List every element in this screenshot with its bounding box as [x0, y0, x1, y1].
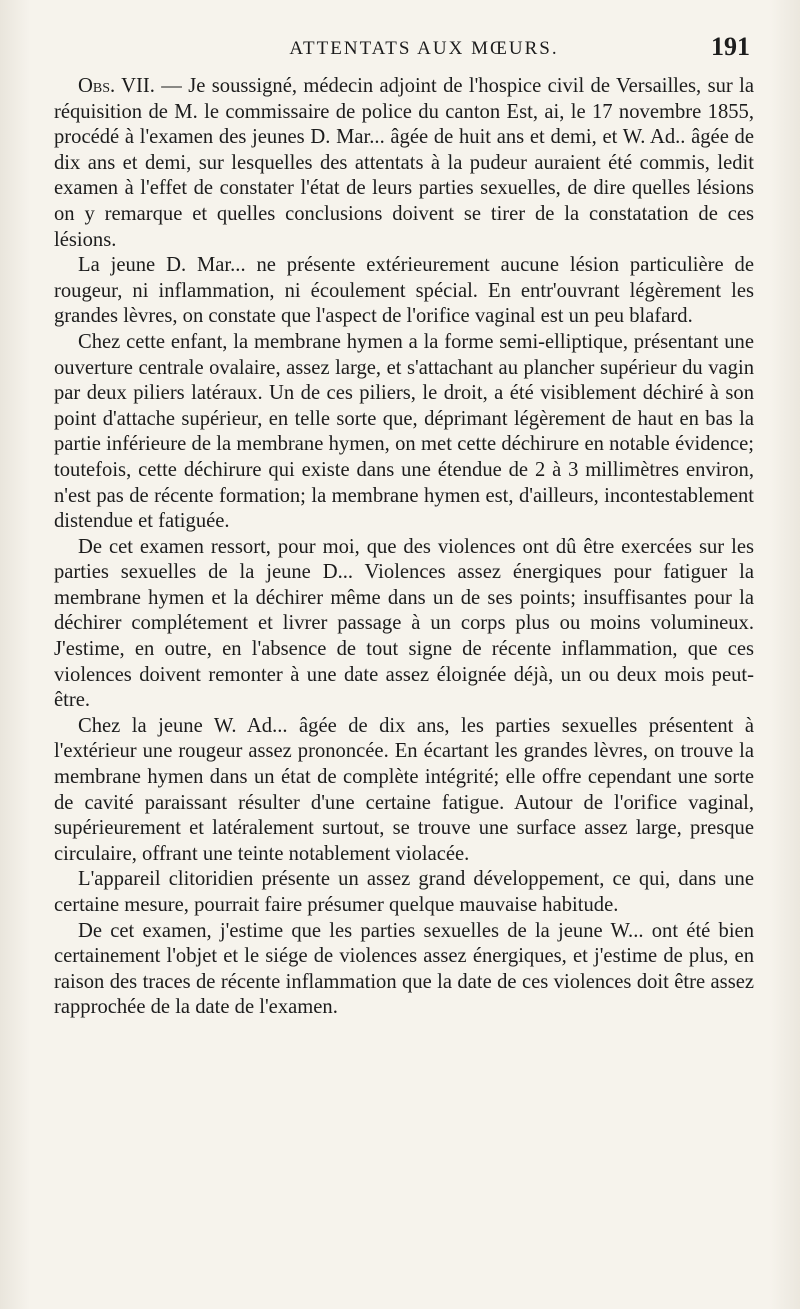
- body-text: [54, 74, 754, 1021]
- paragraph-text: — Je soussigné, médecin adjoint de l'hospice civil de Versailles, sur la réquisition de M. le commissaire de police du canton Est, ai, le 17 novembre 1855, procédé à l'examen des jeunes D. Mar... âgée de huit ans et demi, et W. Ad.. âgée de dix ans et demi, sur lesquelles des attentats à la pudeur auraient été commis, ledit examen à l'effet de constater l'état de leurs parties sexuelles, de dire quelles lésions on y remarque et quelles conclusions doivent se tirer de la constatation de ces lésions.: [54, 75, 754, 251]
- page-number: 191: [711, 32, 750, 61]
- paragraph-examination-d-mar: La jeune D. Mar... ne présente extérieurement aucune lésion particulière de rougeur, ni inflammation, ni écoulement spécial. En entr'ouvrant légèrement les grandes lèvres, on constate que l'aspect de l'orifice vaginal est un peu blafard.: [54, 254, 754, 328]
- paragraph-clitoral-apparatus: L'appareil clitoridien présente un assez grand développement, ce qui, dans une certaine mesure, pourrait faire présumer quelque mauvaise habitude.: [54, 868, 754, 916]
- observation-label: Obs. VII.: [78, 75, 155, 97]
- paragraph-hymen-description: Chez cette enfant, la membrane hymen a la forme semi-elliptique, présentant une ouverture centrale ovalaire, assez large, et s'attachant au plancher supérieur du vagin par deux piliers latéraux. Un de ces piliers, le droit, a été visiblement déchiré à son point d'attache supérieur, en telle sorte que, déprimant légèrement de haut en bas la partie inférieure de la membrane hymen, on met cette déchirure en notable évidence; toutefois, cette déchirure qui existe dans une étendue de 2 à 3 millimètres environ, n'est pas de récente formation; la membrane hymen est, d'ailleurs, incontestablement distendue et fatiguée.: [54, 330, 754, 533]
- paragraph-examination-w-ad: Chez la jeune W. Ad... âgée de dix ans, les parties sexuelles présentent à l'extérieur une rougeur assez prononcée. En écartant les grandes lèvres, on trouve la membrane hymen dans un état de complète intégrité; elle offre cependant une sorte de cavité paraissant résulter d'une certaine fatigue. Autour de l'orifice vaginal, supérieurement et latéralement surtout, se trouve une surface assez large, presque circulaire, offrant une teinte notablement violacée.: [54, 714, 754, 865]
- paragraph-obs-vii: [54, 74, 754, 253]
- running-head: [54, 32, 754, 74]
- paragraph-conclusion-d: De cet examen ressort, pour moi, que des violences ont dû être exercées sur les parties sexuelles de la jeune D... Violences assez énergiques pour fatiguer la membrane hymen et la déchirer même dans un de ses points; insuffisantes pour la déchirer complétement et livrer passage à un corps plus ou moins volumineux. J'estime, en outre, en l'absence de tout signe de récente inflammation, que ces violences doivent remonter à une date assez éloignée déjà, un ou deux mois peut-être.: [54, 535, 754, 712]
- running-title: ATTENTATS AUX MŒURS.: [289, 38, 559, 59]
- paragraph-conclusion-w: De cet examen, j'estime que les parties sexuelles de la jeune W... ont été bien certainement l'objet et le siége de violences assez énergiques, et j'estime de plus, en raison des traces de récente inflammation que la date de ces violences doit être assez rapprochée de la date de l'examen.: [54, 919, 754, 1019]
